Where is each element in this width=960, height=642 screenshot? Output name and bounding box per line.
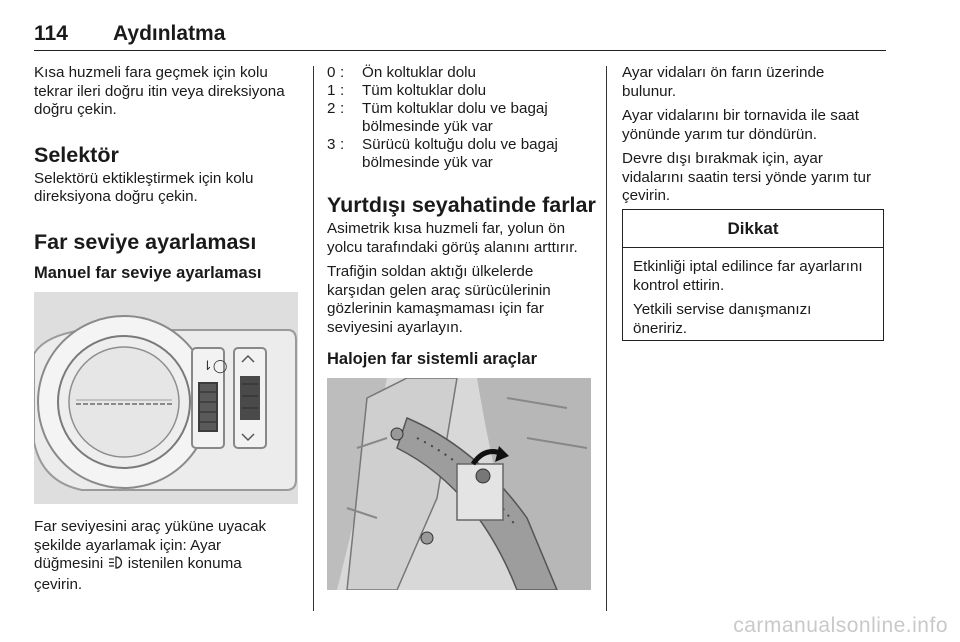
leveling-heading: Far seviye ayarlaması	[34, 229, 257, 254]
caution-note-advice: Yetkili servise danışmanızı öneririz.	[633, 301, 812, 337]
abroad-heading: Yurtdışı seyahatinde farlar	[327, 193, 596, 217]
headlight-switch-illustration	[34, 292, 298, 504]
turn-text: Ayar vidalarını bir tornavida ile saat yönünde yarım tur döndürün.	[622, 107, 859, 143]
halogen-heading: Halojen far sistemli araçlar	[327, 350, 538, 368]
column-3	[622, 64, 886, 206]
manual-leveling-heading: Manuel far seviye ayarlaması	[34, 263, 262, 282]
selector-heading: Selektör	[34, 142, 119, 167]
list-item	[327, 82, 597, 100]
deactivate-text: Devre dışı bırakmak için, ayar vidalarını saatin tersi yönde yarım tur çevirin.	[622, 150, 872, 204]
list-item-key: 1	[327, 82, 336, 99]
page-number: 114	[34, 22, 68, 45]
list-item-text: Sürücü koltuğu dolu ve bagaj bölmesinde yük var	[362, 136, 558, 171]
column-1	[34, 64, 304, 283]
list-item	[327, 64, 597, 82]
list-item-text: Tüm koltuklar dolu	[362, 82, 487, 99]
list-item	[327, 100, 597, 136]
column-2	[327, 64, 597, 369]
chapter-title: Aydınlatma	[113, 22, 226, 45]
column-divider-2	[606, 66, 607, 611]
svg-text:⇂◯: ⇂◯	[202, 359, 228, 374]
headlamp-adjustment-figure	[327, 378, 591, 590]
list-item-separator: :	[340, 82, 345, 99]
column-divider-1	[313, 66, 314, 611]
load-position-list	[327, 64, 597, 172]
list-item-key: 0	[327, 64, 336, 81]
screws-text: Ayar vidaları ön farın üzerinde bulunur.	[622, 64, 825, 100]
intro-text: Kısa huzmeli fara geçmek için kolu tekrar ileri doğru itin veya direksiyona doğru çekin.	[34, 64, 285, 118]
page-header	[34, 18, 886, 51]
list-item-separator: :	[340, 100, 345, 117]
list-item-separator: :	[340, 64, 345, 81]
caution-note-title: Dikkat	[623, 210, 883, 248]
list-item-key: 2	[327, 100, 336, 117]
traffic-text: Trafiğin soldan aktığı ülkelerde karşıdan gelen araç sürücülerinin gözlerinin kamaşmaması için far seviyesini ayarlayın.	[327, 263, 551, 336]
abroad-text: Asimetrik kısa huzmeli far, yolun ön yolcu tarafındaki görüş alanını arttırır.	[327, 220, 578, 256]
watermark[interactable]: carmanualsonline.info	[733, 614, 948, 637]
list-item	[327, 136, 597, 172]
list-item-text: Ön koltuklar dolu	[362, 64, 476, 81]
list-item-key: 3	[327, 136, 336, 153]
headlight-switch-figure	[34, 292, 298, 504]
caution-note-text: Etkinliği iptal edilince far ayarlarını kontrol ettirin.	[633, 258, 863, 294]
list-item-text: Tüm koltuklar dolu ve bagaj bölmesinde yük var	[362, 100, 548, 135]
headlight-range-icon	[107, 555, 123, 576]
selector-text: Selektörü ektikleştirmek için kolu direksiyona doğru çekin.	[34, 169, 254, 205]
caution-note-box	[622, 209, 884, 341]
headlamp-adjustment-illustration	[327, 378, 591, 590]
figure-caption: Far seviyesini araç yüküne uyacak şekilde ayarlamak için: Ayar düğmesini istenilen konuma çevirin.	[34, 518, 267, 593]
list-item-separator: :	[340, 136, 345, 153]
